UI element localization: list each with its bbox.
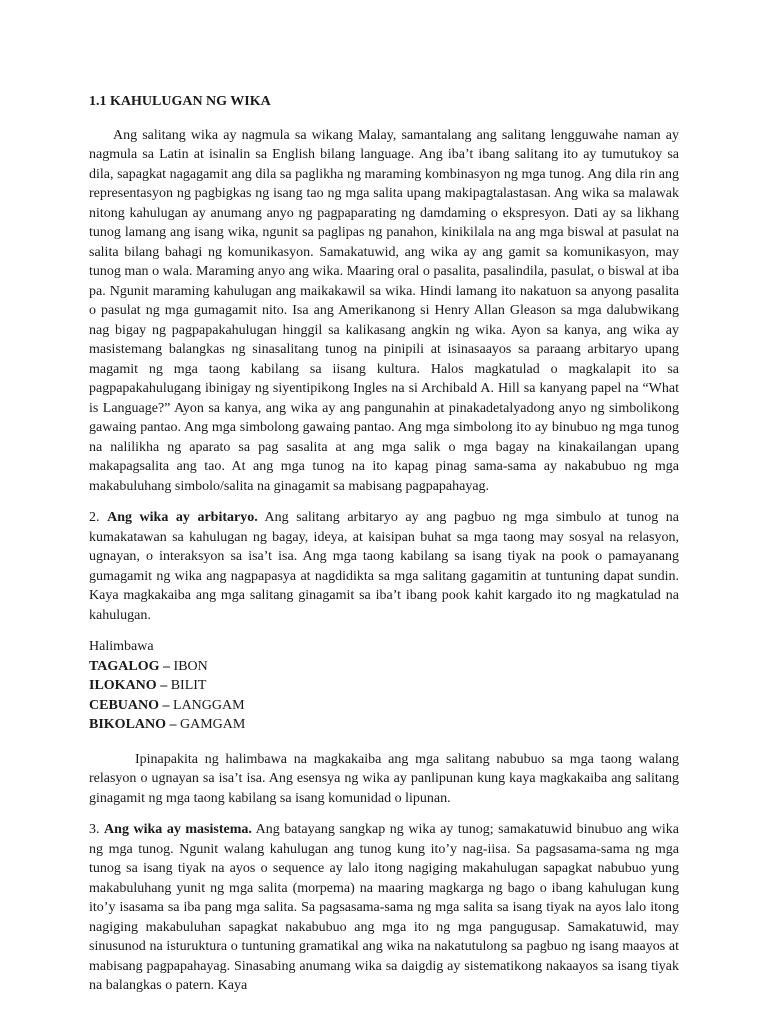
example-word: GAMGAM <box>180 717 246 732</box>
example-item <box>89 715 679 735</box>
section-2-text: Ang salitang arbitaryo ay ang pagbuo ng mga simbulo at tunog na kumakatawan sa kahulugan ng bagay, ideya, at kaisipan buhat sa mga taong may sosyal na relasyon, ugnayan, o interaksyon sa isa’t isa. Ang mga taong kabilang sa isang tiyak na pook o pamayanang gumagamit ng wika ang nagpapasya at nagdidikta sa mga salitang gagamitin at tuntuning dapat sundin. Kaya magkakaiba ang mga salitang ginagamit sa iba’t ibang pook kahit kargado ito ng magkatulad na kahulugan. <box>89 510 680 623</box>
example-word: BILIT <box>170 678 207 693</box>
example-explanation-paragraph: Ipinapakita ng halimbawa na magkakaiba ang mga salitang nabubuo sa mga taong walang relasyon o ugnayan sa isa’t isa. Ang esensya ng wika ay panlipunan kung kaya magkakaiba ang salitang ginagamit ng mga taong kabilang sa isang komunidad o lipunan. <box>89 751 679 806</box>
section-3-paragraph <box>89 820 679 996</box>
document-page <box>89 92 679 1008</box>
example-item <box>89 657 679 677</box>
section-3-title: Ang wika ay masistema. <box>104 822 252 837</box>
section-heading: 1.1 KAHULUGAN NG WIKA <box>89 94 271 109</box>
section-2-title: Ang wika ay arbitaryo. <box>107 510 258 525</box>
section-3-text: Ang batayang sangkap ng wika ay tunog; samakatuwid binubuo ang wika ng mga tunog. Ngunit walang kahulugan ang tunog kung ito’y nag-iisa. Sa pagsasama-sama ng mga tunog sa isang tiyak na ayos o sequence ay lalo itong nagiging makahulugan sapagkat nabubuo yung makabuluhang yunit ng mga salita (morpema) na maaring magkarga ng bago o ibang kahulugan kung ito’y isasama sa iba pang mga salita. Sa pagsasama-sama ng mga salita sa isang tiyak na ayos lalo itong nagiging makabuluhan sapagkat nakabubuo ang mga ito ng mga pangugusap. Samakatuwid, may sinusunod na isturuktura o tuntuning gramatikal ang wika na nakatutulong sa pagbuo ng isang maayos at mabisang pagpapahayag. Sinasabing anumang wika sa daigdig ay sistematikong nakaayos sa isang tiyak na balangkas o patern. Kaya <box>89 822 680 993</box>
example-language: ILOKANO <box>89 678 157 693</box>
example-item <box>89 676 679 696</box>
example-separator: – <box>159 658 174 674</box>
example-label: Halimbawa <box>89 639 154 654</box>
example-separator: – <box>156 678 171 693</box>
example-separator: – <box>166 717 181 732</box>
example-language: TAGALOG <box>89 658 160 674</box>
section-2-paragraph <box>89 508 679 625</box>
example-language: BIKOLANO <box>89 717 167 732</box>
intro-paragraph: Ang salitang wika ay nagmula sa wikang Malay, samantalang ang salitang lengguwahe naman ay nagmula sa Latin at isinalin sa English bilang language. Ang iba’t ibang salitang ito ay tumutukoy sa dila, sapagkat nagagamit ang dila sa paglikha ng maraming kombinasyon ng mga tunog. Ang dila rin ang representasyon ng pagbigkas ng isang tao ng mga salita upang makipagtalastasan. Ang wika sa malawak nitong kahulugan ay anumang anyo ng pagpaparating ng damdaming o ekspresyon. Dati ay sa likhang tunog lamang ang isang wika, ngunit sa paglipas ng panahon, kinikilala na ang mga biswal at pasulat na salita bilang bahagi ng komunikasyon. Samakatuwid, ang wika ay ang gamit sa komunikasyon, may tunog man o wala. Maraming anyo ang wika. Maaring oral o pasalita, pasalindila, pasulat, o biswal at iba pa. Ngunit maraming kahulugan ang maikakawil sa wika. Hindi lamang ito nakatuon sa anyong pasalita o pasulat ng mga gumagamit nito. Isa ang Amerikanong si Henry Allan Gleason sa mga dalubwikang nag bigay ng pagpapakahulugan hinggil sa kalikasang angkin ng wika. Ayon sa kanya, ang wika ay masistemang balangkas ng sinasalitang tunog na pinipili at isinasaayos sa paraang arbitaryo upang magamit ng mga taong kabilang sa iisang kultura. Halos magkatulad o magkalapit ito sa pagpapakahulugang ibinigay ng siyentipikong Ingles na si Archibald A. Hill sa kanyang papel na “What is Language?” Ayon sa kanya, ang wika ay ang pangunahin at pinakadetalyadong anyo ng simbolikong gawaing pantao. Ang mga simbolong gawaing pantao. Ang mga simbolong ito ay binubuo ng mga tunog na nalilikha ng aparato sa pag sasalita at ang mga salik o mga bagay na kinakailangan upang makapagsalita ang tao. At ang mga tunog na ito kapag pinag sama-sama ay nakabubuo ng mga makabuluhang simbolo/salita na ginagamit sa mabisang pagpapahayag. <box>89 127 679 494</box>
example-separator: – <box>159 697 174 713</box>
example-language: CEBUANO <box>89 697 160 713</box>
section-2-number: 2. <box>89 510 108 525</box>
example-word: LANGGAM <box>173 697 245 713</box>
example-item <box>89 696 679 716</box>
example-block <box>89 637 679 735</box>
section-3-number: 3. <box>89 822 105 837</box>
example-word: IBON <box>173 658 208 674</box>
